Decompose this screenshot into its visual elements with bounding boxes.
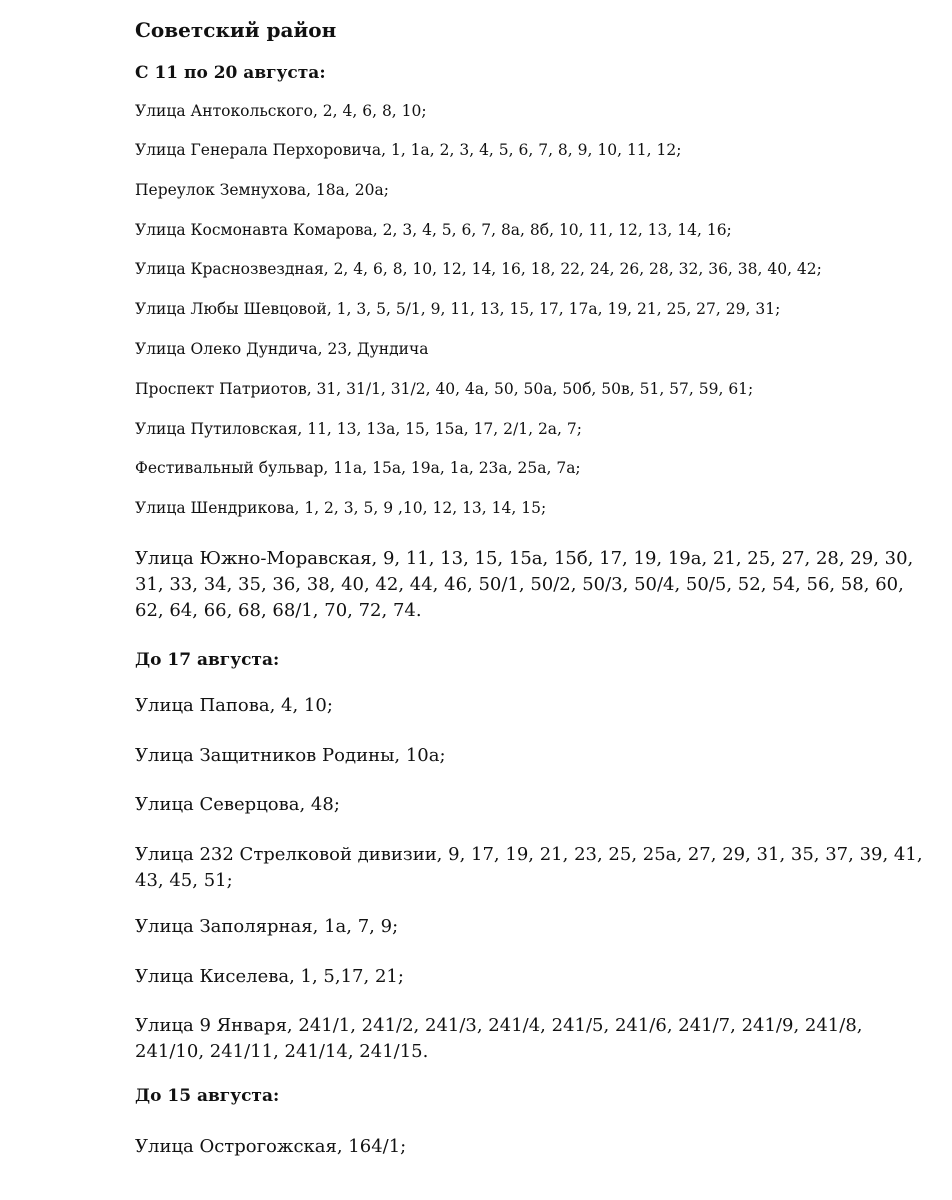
list-item: Улица Острогожская, 164/1;: [135, 1136, 407, 1157]
list-item: Улица Южно-Моравская, 9, 11, 13, 15, 15а, 15б, 17, 19, 19а, 21, 25, 27, 28, 29, 30, 31, 33, 34, 35, 36, 38, 40, 42, 44, 46, 50/1, 50/2, 50/3, 50/4, 50/5, 52, 54, 56, 58, 60, 62, 64, 66, 68, 68/1, 70, 72, 74.: [135, 548, 914, 621]
list-item: Улица Защитников Родины, 10а;: [135, 745, 446, 766]
section-heading: До 17 августа:: [135, 650, 280, 670]
page-title: Советский район: [135, 18, 337, 42]
list-item: Фестивальный бульвар, 11а, 15а, 19а, 1а, 23а, 25а, 7а;: [135, 459, 581, 477]
list-item: Улица Шендрикова, 1, 2, 3, 5, 9 ,10, 12, 13, 14, 15;: [135, 499, 547, 517]
list-item: Улица Северцова, 48;: [135, 794, 340, 815]
list-item: Улица Папова, 4, 10;: [135, 695, 333, 716]
section-heading: До 15 августа:: [135, 1086, 280, 1106]
list-item: Улица Любы Шевцовой, 1, 3, 5, 5/1, 9, 11, 13, 15, 17, 17а, 19, 21, 25, 27, 29, 31;: [135, 300, 781, 318]
list-item: Улица Заполярная, 1а, 7, 9;: [135, 916, 399, 937]
list-item: Улица Киселева, 1, 5,17, 21;: [135, 966, 404, 987]
section-heading: С 11 по 20 августа:: [135, 63, 326, 83]
list-item: Улица Антокольского, 2, 4, 6, 8, 10;: [135, 102, 427, 120]
list-item: Улица 9 Января, 241/1, 241/2, 241/3, 241/4, 241/5, 241/6, 241/7, 241/9, 241/8, 241/10, 241/11, 241/14, 241/15.: [135, 1015, 863, 1062]
list-item: Улица Краснозвездная, 2, 4, 6, 8, 10, 12, 14, 16, 18, 22, 24, 26, 28, 32, 36, 38, 40, 42;: [135, 260, 822, 278]
list-item: Улица 232 Стрелковой дивизии, 9, 17, 19, 21, 23, 25, 25а, 27, 29, 31, 35, 37, 39, 41, 43, 45, 51;: [135, 844, 923, 891]
list-item: Переулок Земнухова, 18а, 20а;: [135, 181, 389, 199]
list-item: Проспект Патриотов, 31, 31/1, 31/2, 40, 4а, 50, 50а, 50б, 50в, 51, 57, 59, 61;: [135, 380, 754, 398]
list-item: Улица Генерала Перхоровича, 1, 1а, 2, 3, 4, 5, 6, 7, 8, 9, 10, 11, 12;: [135, 141, 682, 159]
list-item: Улица Космонавта Комарова, 2, 3, 4, 5, 6, 7, 8а, 8б, 10, 11, 12, 13, 14, 16;: [135, 221, 732, 239]
list-item: Улица Олеко Дундича, 23, Дундича: [135, 340, 429, 358]
list-item: Улица Путиловская, 11, 13, 13а, 15, 15а, 17, 2/1, 2а, 7;: [135, 420, 582, 438]
